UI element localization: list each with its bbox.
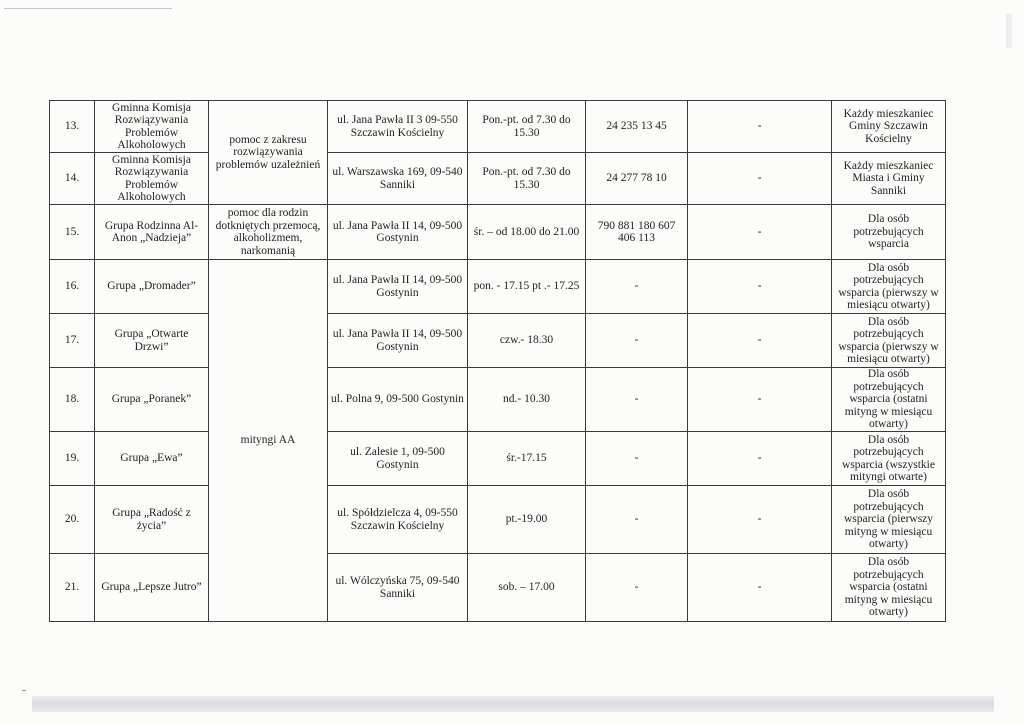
extra-info: - <box>688 260 832 314</box>
extra-info: - <box>688 486 832 554</box>
row-number: 14. <box>50 153 95 205</box>
table-row <box>50 432 946 486</box>
target-group: Dla osób potrzebujących wsparcia (ostatni mityng w miesiącu otwarty) <box>832 368 946 432</box>
target-group: Dla osób potrzebujących wsparcia <box>832 205 946 260</box>
phone-number: - <box>586 314 688 368</box>
address: ul. Wólczyńska 75, 09-540 Sanniki <box>328 554 468 622</box>
institution-name: Gminna Komisja Rozwiązywania Problemów Alkoholowych <box>95 153 209 205</box>
opening-hours: czw.- 18.30 <box>468 314 586 368</box>
opening-hours: Pon.-pt. od 7.30 do 15.30 <box>468 153 586 205</box>
extra-info: - <box>688 101 832 153</box>
phone-number: - <box>586 368 688 432</box>
extra-info: - <box>688 314 832 368</box>
opening-hours: pt.-19.00 <box>468 486 586 554</box>
extra-info: - <box>688 205 832 260</box>
extra-info: - <box>688 432 832 486</box>
institution-name: Grupa „Radość z życia” <box>95 486 209 554</box>
opening-hours: nd.- 10.30 <box>468 368 586 432</box>
opening-hours: sob. – 17.00 <box>468 554 586 622</box>
table-row <box>50 314 946 368</box>
top-rule-line <box>4 8 172 9</box>
institution-name: Grupa „Ewa” <box>95 432 209 486</box>
address: ul. Jana Pawła II 14, 09-500 Gostynin <box>328 205 468 260</box>
phone-number: 790 881 180 607 406 113 <box>586 205 688 260</box>
institution-name: Grupa „Dromader” <box>95 260 209 314</box>
phone-number: 24 235 13 45 <box>586 101 688 153</box>
target-group: Dla osób potrzebujących wsparcia (ostatni mityng w miesiącu otwarty) <box>832 554 946 622</box>
institution-name: Grupa Rodzinna Al-Anon „Nadzieja” <box>95 205 209 260</box>
row-number: 16. <box>50 260 95 314</box>
row-number: 19. <box>50 432 95 486</box>
scan-artifact-dot <box>22 690 26 691</box>
address: ul. Spółdzielcza 4, 09-550 Szczawin Kościelny <box>328 486 468 554</box>
table-row <box>50 101 946 153</box>
extra-info: - <box>688 368 832 432</box>
scan-edge-mark <box>1006 14 1012 48</box>
extra-info: - <box>688 153 832 205</box>
address: ul. Warszawska 169, 09-540 Sanniki <box>328 153 468 205</box>
service-description: pomoc dla rodzin dotkniętych przemocą, alkoholizmem, narkomanią <box>209 205 328 260</box>
table-row <box>50 260 946 314</box>
target-group: Każdy mieszkaniec Gminy Szczawin Kościelny <box>832 101 946 153</box>
phone-number: - <box>586 260 688 314</box>
row-number: 13. <box>50 101 95 153</box>
row-number: 20. <box>50 486 95 554</box>
table-row <box>50 368 946 432</box>
phone-number: 24 277 78 10 <box>586 153 688 205</box>
row-number: 18. <box>50 368 95 432</box>
row-number: 21. <box>50 554 95 622</box>
row-number: 17. <box>50 314 95 368</box>
address: ul. Jana Pawła II 14, 09-500 Gostynin <box>328 314 468 368</box>
scan-bottom-band <box>32 696 994 712</box>
institution-name: Grupa „Lepsze Jutro” <box>95 554 209 622</box>
table-row <box>50 153 946 205</box>
target-group: Każdy mieszkaniec Miasta i Gminy Sanniki <box>832 153 946 205</box>
table-row <box>50 554 946 622</box>
target-group: Dla osób potrzebujących wsparcia (wszystkie mityngi otwarte) <box>832 432 946 486</box>
row-number: 15. <box>50 205 95 260</box>
service-description: pomoc z zakresu rozwiązywania problemów uzależnień <box>209 101 328 205</box>
target-group: Dla osób potrzebujących wsparcia (pierwszy w miesiącu otwarty) <box>832 314 946 368</box>
address: ul. Polna 9, 09-500 Gostynin <box>328 368 468 432</box>
institution-name: Grupa „Otwarte Drzwi” <box>95 314 209 368</box>
phone-number: - <box>586 432 688 486</box>
phone-number: - <box>586 486 688 554</box>
institution-name: Gminna Komisja Rozwiązywania Problemów Alkoholowych <box>95 101 209 153</box>
target-group: Dla osób potrzebujących wsparcia (pierwszy w miesiącu otwarty) <box>832 260 946 314</box>
opening-hours: pon. - 17.15 pt .- 17.25 <box>468 260 586 314</box>
institution-name: Grupa „Poranek” <box>95 368 209 432</box>
phone-number: - <box>586 554 688 622</box>
service-description: mityngi AA <box>209 260 328 622</box>
opening-hours: śr. – od 18.00 do 21.00 <box>468 205 586 260</box>
support-institutions-table <box>49 100 946 622</box>
target-group: Dla osób potrzebujących wsparcia (pierwszy mityng w miesiącu otwarty) <box>832 486 946 554</box>
address: ul. Zalesie 1, 09-500 Gostynin <box>328 432 468 486</box>
table-row <box>50 486 946 554</box>
address: ul. Jana Pawła II 3 09-550 Szczawin Kościelny <box>328 101 468 153</box>
opening-hours: Pon.-pt. od 7.30 do 15.30 <box>468 101 586 153</box>
table-row <box>50 205 946 260</box>
opening-hours: śr.-17.15 <box>468 432 586 486</box>
address: ul. Jana Pawła II 14, 09-500 Gostynin <box>328 260 468 314</box>
extra-info: - <box>688 554 832 622</box>
